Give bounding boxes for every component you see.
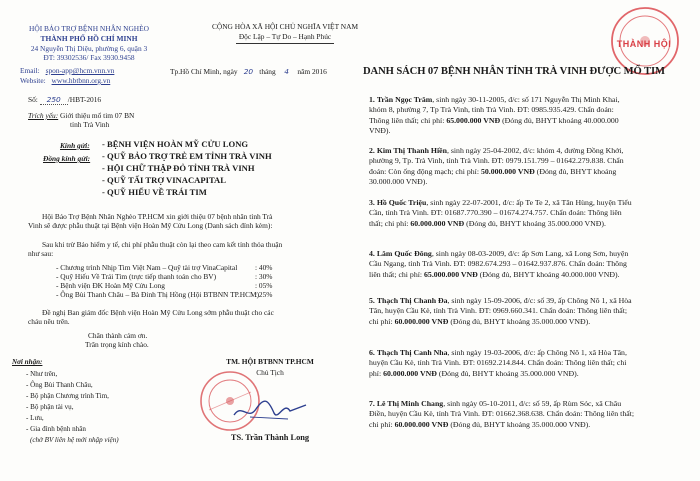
patient-entry — [369, 95, 681, 137]
patient-cost: 60.000.000 VNĐ — [394, 316, 449, 326]
patient-detail-line: đoán: Còn ống động mạch; chi phí: — [369, 166, 480, 176]
split-name: - Chương trình Nhịp Tim Việt Nam – Quỹ tài trợ VinaCapital — [56, 263, 238, 272]
recipient-item: - QUỸ TẤI TRỢ VINACAPITAL — [102, 175, 226, 185]
patient-entry — [369, 249, 681, 280]
date-prefix: Tp.Hồ Chí Minh, ngày — [170, 67, 238, 76]
distribution-item: - Gia đình bệnh nhân — [26, 425, 86, 433]
patient-index: 5. — [369, 296, 375, 305]
patient-entry — [369, 399, 681, 430]
patient-cost: 60.000.000 VNĐ — [410, 218, 465, 228]
thanks-line: Chân thành cảm ơn. — [88, 331, 148, 340]
recipient-item: - HỘI CHỮ THẬP ĐỎ TỈNH TRÀ VINH — [102, 163, 255, 173]
patient-name: Lâm Quốc Đông — [376, 249, 432, 258]
split-name: - Ông Bùi Thanh Châu – Bà Đinh Thị Hồng (Hội BTBNN TP.HCM) — [56, 290, 260, 299]
distribution-item: - Như trên, — [26, 370, 58, 378]
patient-detail-line: liên thất; chi phí: — [369, 269, 423, 279]
patient-index: 4. — [369, 249, 375, 258]
regards-line: Trân trọng kính chào. — [85, 340, 149, 349]
subject-line2: tỉnh Trà Vinh — [70, 120, 110, 129]
subject-line1: Giới thiệu mổ tim 07 BN — [60, 111, 135, 120]
distribution-note: (chờ BV liên hệ mới nhập viện) — [30, 436, 119, 444]
body-paragraph-1a: Hội Bảo Trợ Bệnh Nhân Nghèo TP.HCM xin giới thiệu 07 bệnh nhân tỉnh Trà — [42, 212, 273, 221]
patient-detail-line: Cầu Ngang, tỉnh Trà Vinh. ĐT: 0982.674.293 – 01642.937.876. Chẩn đoán: Thông — [369, 259, 627, 269]
patient-insurance-note-end: VNĐ). — [369, 126, 391, 136]
nation-line1: CỘNG HÒA XÃ HỘI CHỦ NGHĨA VIỆT NAM — [211, 22, 359, 31]
signature-role: Chủ Tịch — [256, 368, 284, 377]
patient-name: Lê Thị Minh Chang — [376, 399, 444, 408]
recipient-label-primary: Kính gửi: — [60, 141, 90, 150]
patient-index: 1. — [369, 95, 375, 104]
patient-insurance-note: (Đóng đủ, BHYT khoảng 35.000.000 VNĐ). — [466, 218, 606, 228]
patient-cost: 50.000.000 VNĐ — [480, 166, 535, 176]
patient-name: Thạch Thị Canh Nha — [376, 348, 448, 357]
recipient-item: - QUỸ HIẾU VỀ TRÁI TIM — [102, 187, 207, 197]
website-link[interactable]: www.hbtbnn.org.vn — [51, 76, 111, 85]
patient-cost: 65.000.000 VNĐ — [446, 115, 501, 125]
distribution-item: - Lưu, — [26, 414, 44, 422]
patient-detail-line: Cần, tỉnh Trà Vinh. ĐT: 01687.770.390 – 01674.274.757. Chẩn đoán: Thông liên — [369, 208, 622, 218]
distribution-item: - Ông Bùi Thanh Châu, — [26, 381, 93, 389]
patient-insurance-note: (Đóng đủ, BHYT khoảng 40.000.000 VNĐ). — [479, 269, 620, 279]
patient-detail-line: Điền, huyện Cầu Kè, tỉnh Trà Vinh. ĐT: 01662.368.638. Chẩn đoán: Thông liên thất; — [369, 409, 635, 419]
patient-detail-line: chi phí: — [369, 316, 393, 326]
nation-underline — [236, 43, 334, 44]
patient-insurance-note-end: 30.000.000 VNĐ). — [369, 177, 428, 187]
patient-index: 7. — [369, 399, 375, 408]
patient-entry — [369, 348, 681, 379]
patient-insurance-note: (Đóng đủ, BHYT khoảng 35.000.000 VNĐ). — [450, 316, 591, 326]
split-pct: : 40% — [255, 263, 273, 272]
patient-detail-line: phường 9, Tp. Trà Vinh, tỉnh Trà Vinh. ĐT: 0979.151.799 – 01642.279.838. Chẩn — [369, 156, 624, 166]
patient-detail-line: , sinh ngày 05-10-2011, đ/c: số 59, ấp Rùm Sóc, xã Châu — [443, 399, 622, 408]
doc-date-row — [170, 67, 327, 76]
date-year: năm 2016 — [297, 67, 327, 76]
doc-number-label: Số: — [28, 95, 38, 104]
doc-number: 250 — [40, 95, 68, 105]
distribution-item: - Bộ phận Chương trình Tim, — [26, 392, 109, 400]
recipient-item: - QUỸ BẢO TRỢ TRẺ EM TỈNH TRÀ VINH — [102, 151, 272, 161]
distribution-label: Nơi nhận: — [12, 358, 43, 366]
org-website-row — [20, 76, 110, 85]
stamp-text: THÀNH HỘI — [616, 39, 672, 49]
body-paragraph-2a: Sau khi trừ Bảo hiểm y tế, chi phí phẫu thuật còn lại theo cam kết tỉnh thỏa thuận — [42, 240, 283, 249]
date-month: 4 — [284, 67, 289, 76]
recipient-label-cc: Đồng kính gửi: — [43, 154, 91, 163]
email-link[interactable]: spon-app@hcm.vnn.vn — [45, 66, 115, 75]
split-pct: : 05% — [255, 281, 273, 290]
body-paragraph-1b: Vinh sẽ được phẫu thuật tại Bệnh viện Hoàn Mỹ Cửu Long (Danh sách đính kèm): — [28, 221, 273, 230]
org-email-row — [20, 66, 114, 75]
split-name: - Quỹ Hiếu Về Trái Tim (trực tiếp thanh toán cho BV) — [56, 272, 217, 281]
patient-detail-line: Tân, huyện Cầu Kè, tỉnh Trà Vinh. ĐT: 0969.660.341. Chẩn đoán: Thông liên thất; — [369, 306, 628, 316]
patient-entry — [369, 146, 681, 188]
patient-insurance-note: (Đóng đủ, BHYT khoảng 35.000.000 VNĐ). — [438, 368, 579, 378]
patient-name: Trần Ngọc Trâm — [376, 95, 433, 104]
subject-label: Trích yếu: — [28, 111, 59, 120]
patient-detail-line: , sinh ngày 30-11-2005, đ/c: số 171 Nguyễn Thị Minh Khai, — [432, 95, 620, 104]
patient-detail-line: huyện Cầu Kè, tỉnh Trà Vinh. ĐT: 01692.214.844. Chẩn đoán: Thông liên thất; chi — [369, 358, 627, 368]
org-name-line2: THÀNH PHỐ HỒ CHÍ MINH — [40, 34, 138, 43]
patient-detail-line: phí: — [369, 368, 382, 378]
split-pct: : 25% — [255, 290, 273, 299]
doc-number-row — [28, 95, 101, 105]
org-name-line1: HỘI BẢO TRỢ BỆNH NHÂN NGHÈO — [29, 24, 149, 33]
split-pct: : 30% — [255, 272, 273, 281]
distribution-item: - Bộ phận tài vụ, — [26, 403, 74, 411]
signature-name: TS. Trần Thành Long — [230, 433, 310, 442]
patient-entry — [369, 198, 681, 229]
split-name: - Bệnh viện ĐK Hoàn Mỹ Cửu Long — [56, 281, 165, 290]
handwritten-signature-icon — [230, 395, 310, 425]
patient-detail-line: thất; chi phí: — [369, 218, 409, 228]
org-address: 24 Nguyễn Thị Diệu, phường 6, quận 3 — [30, 44, 148, 53]
patient-insurance-note: (Đóng đủ, BHYT khoảng 40.000.000 — [502, 115, 619, 125]
recipient-item: - BỆNH VIỆN HOÀN MỸ CỬU LONG — [102, 139, 249, 149]
date-month-label: tháng — [259, 67, 276, 76]
patient-index: 6. — [369, 348, 375, 357]
date-day: 20 — [243, 67, 254, 76]
email-label: Email: — [20, 66, 40, 75]
doc-number-suffix: /HBT-2016 — [67, 95, 102, 104]
patient-insurance-note: (Đóng đủ, BHYT khoảng — [536, 166, 617, 176]
patient-detail-line: khóm 8, phường 7, Tp Trà Vinh, tỉnh Trà Vinh. ĐT: 0985.935.429. Chẩn đoán: — [369, 105, 614, 115]
patient-cost: 60.000.000 VNĐ — [383, 368, 437, 378]
org-phone: ĐT: 39302536/ Fax 3930.9458 — [43, 53, 135, 62]
patient-insurance-note: (Đóng đủ, BHYT khoảng 35.000.000 VNĐ). — [450, 419, 591, 429]
patient-entry — [369, 296, 681, 327]
patient-detail-line: , sinh ngày 22-07-2001, đ/c: ấp Te Te 2, xã Tân Hùng, huyện Tiểu — [426, 198, 632, 207]
patient-name: Hồ Quốc Triệu — [376, 198, 427, 207]
patient-detail-line: chi phí: — [369, 419, 393, 429]
body-paragraph-2b: như sau: — [28, 249, 54, 258]
patient-detail-line: , sinh ngày 15-09-2006, đ/c: số 39, ấp Chông Nô 1, xã Hòa — [447, 296, 632, 305]
signature-org: TM. HỘI BTBNN TP.HCM — [226, 357, 314, 366]
patient-name: Kim Thị Thanh Hiền — [376, 146, 447, 155]
subject-row — [28, 111, 134, 120]
patient-detail-line: , sinh ngày 25-04-2002, đ/c: khóm 4, đường Đồng Khởi, — [446, 146, 624, 155]
patient-name: Thạch Thị Chanh Đa — [376, 296, 448, 305]
body-paragraph-3b: cháu nêu trên. — [28, 317, 70, 326]
patient-detail-line: , sinh ngày 08-03-2009, đ/c: ấp Sơn Lang, xã Long Sơn, huyện — [431, 249, 629, 258]
nation-line2: Độc Lập – Tự Do – Hạnh Phúc — [238, 32, 332, 41]
patient-cost: 65.000.000 VNĐ — [424, 269, 478, 279]
body-paragraph-3a: Đề nghị Ban giám đốc Bệnh viện Hoàn Mỹ Cửu Long sớm phẫu thuật cho các — [42, 308, 274, 317]
patient-cost: 60.000.000 VNĐ — [394, 419, 449, 429]
patient-index: 2. — [369, 146, 375, 155]
list-title: DANH SÁCH 07 BỆNH NHÂN TỈNH TRÀ VINH ĐƯỢC MỔ TIM — [363, 66, 665, 77]
patient-detail-line: , sinh ngày 19-03-2006, đ/c: ấp Chông Nô 1, xã Hòa Tân, — [447, 348, 627, 357]
patient-detail-line: Thông liên thất; chi phí: — [369, 115, 445, 125]
website-label: Website: — [20, 76, 46, 85]
patient-index: 3. — [369, 198, 375, 207]
